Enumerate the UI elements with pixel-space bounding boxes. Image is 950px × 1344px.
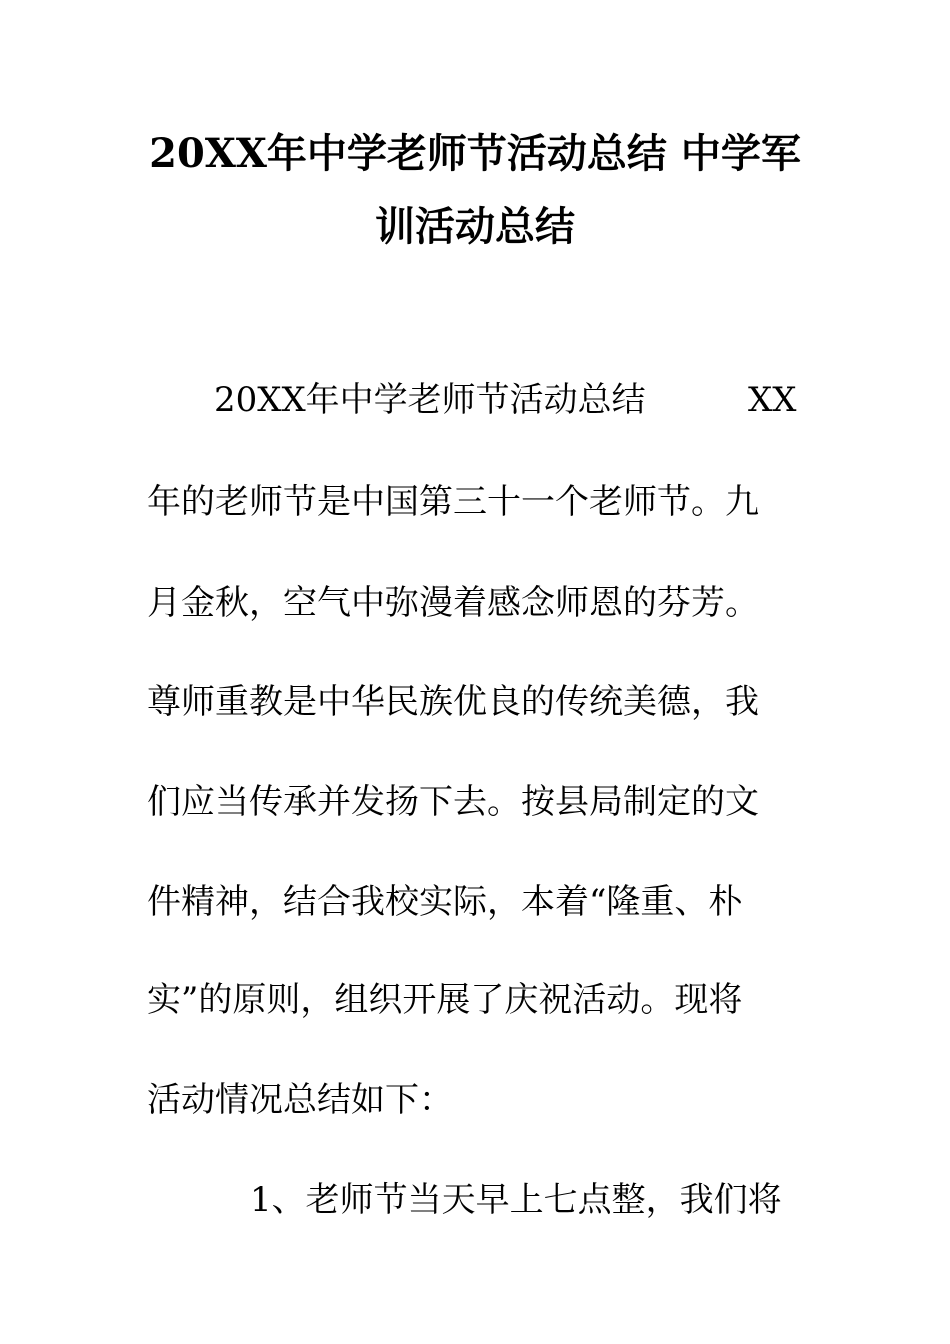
body-line-3: 月金秋，空气中弥漫着感念师恩的芬芳。 xyxy=(147,583,759,623)
body-line-1-left: 20XX年中学老师节活动总结 xyxy=(214,380,646,420)
body-line-2: 年的老师节是中国第三十一个老师节。九 xyxy=(147,482,759,522)
body-line-8: 活动情况总结如下： xyxy=(147,1080,453,1120)
body-line-1-right: XX xyxy=(748,380,797,420)
body-line-6: 件精神，结合我校实际，本着“隆重、朴 xyxy=(147,882,743,922)
document-title-line-2: 训活动总结 xyxy=(375,203,575,250)
document-title-line-1: 20XX年中学老师节活动总结 中学军 xyxy=(149,130,801,177)
body-line-9: 1、老师节当天早上七点整，我们将 xyxy=(250,1180,782,1220)
body-line-4: 尊师重教是中华民族优良的传统美德，我 xyxy=(147,682,759,722)
body-line-7: 实”的原则，组织开展了庆祝活动。现将 xyxy=(147,980,743,1020)
body-line-5: 们应当传承并发扬下去。按县局制定的文 xyxy=(147,782,759,822)
